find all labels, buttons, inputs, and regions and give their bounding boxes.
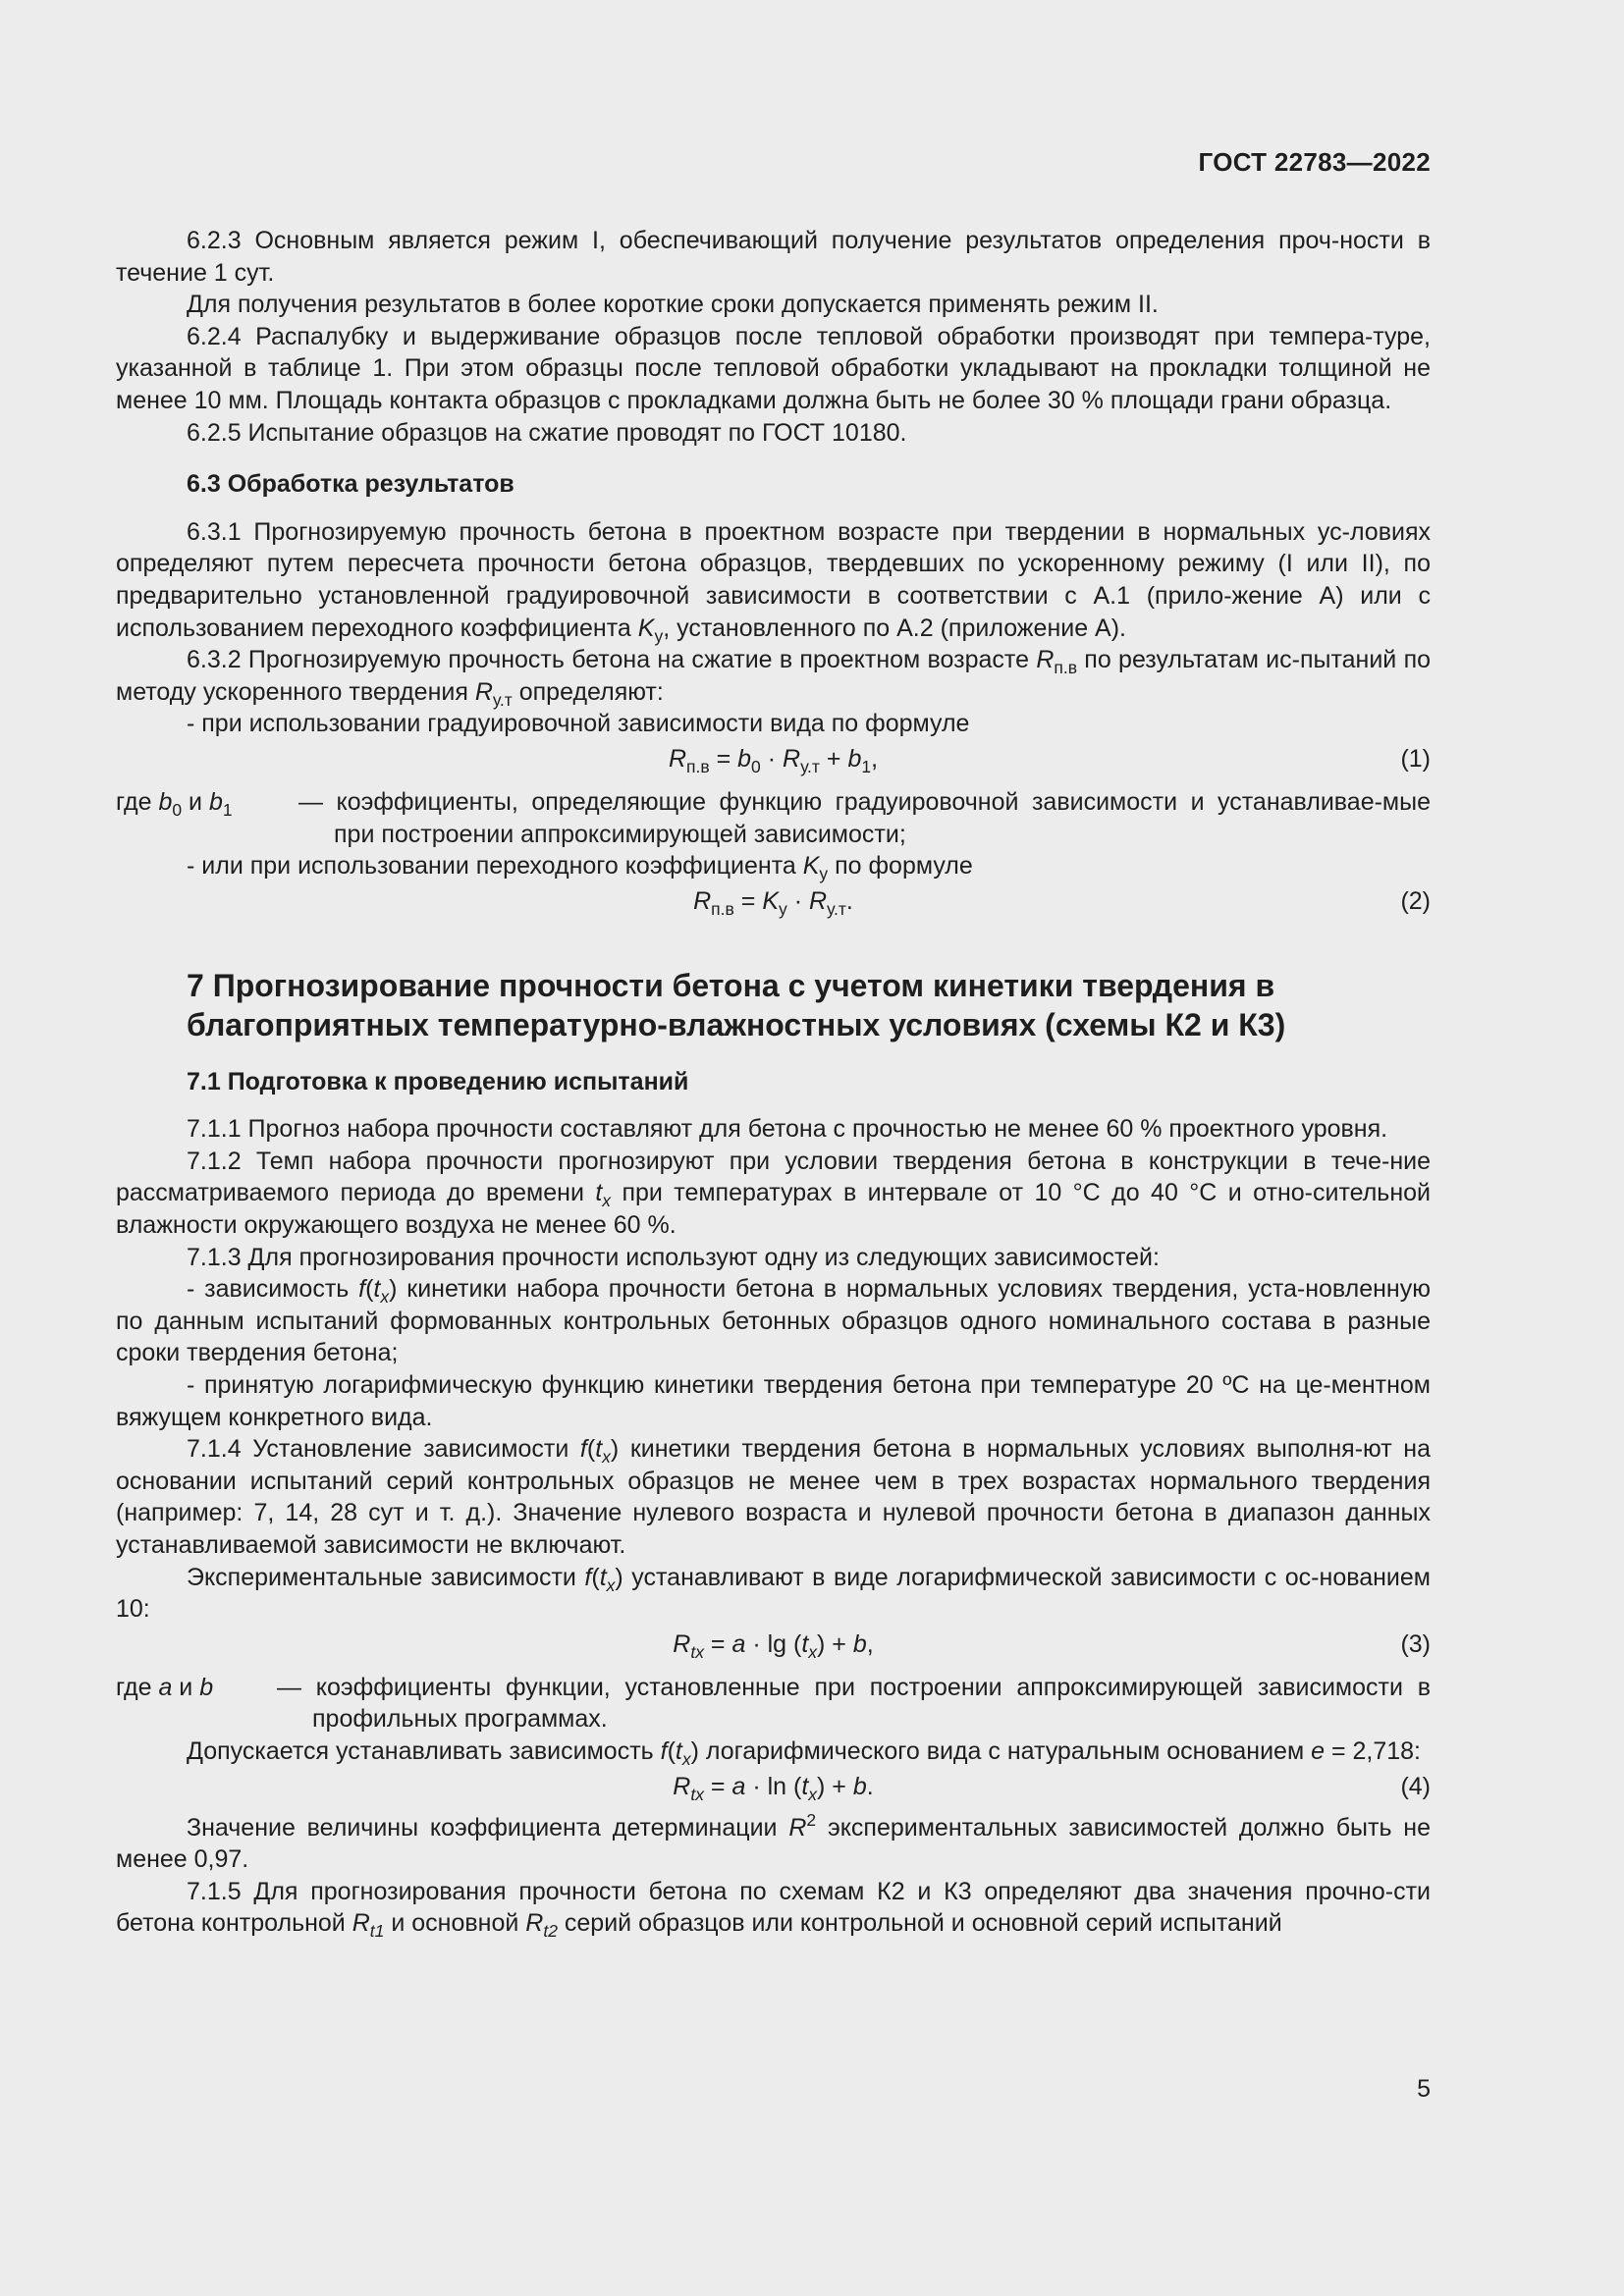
formula-4: $R_{tx} = a \cdot \ln (t_x) + b$. (4): [673, 1772, 1431, 1804]
formula-3: $R_{tx} = a \cdot \lg (t_x) + b$, (3): [673, 1629, 1431, 1662]
paragraph-7-1-3: 7.1.3 Для прогнозирования прочности используют одну из следующих зависимостей:: [187, 1243, 1160, 1271]
formula-3-number: (3): [1400, 1629, 1431, 1658]
page-content: [116, 225, 1431, 1940]
formula-2-number: (2): [1400, 886, 1431, 915]
paragraph-6-2-4: 6.2.4 Распалубку и выдерживание образцов после тепловой обработки производят при темпера-туре, указанной в таблице 1. При этом образцы после тепловой обработки укладывают на прокладки толщиной не менее 10 мм. Площадь контакта образцов с прокладками должна быть не более 30 % площади грани образца.: [116, 322, 1431, 414]
paragraph-7-1-4: 7.1.4 Установление зависимости $f(t_x)$ кинетики твердения бетона в нормальных условиях выполня-ют на основании испытаний серий контрольных образцов не менее чем в трех возрастах нормального твердения (например: 7, 14, 28 сут и т. д.). Значение нулевого возраста и нулевой прочности бетона в диапазон данных устанавливаемой зависимости не включают.: [116, 1435, 1432, 1559]
formula-1-number: (1): [1400, 744, 1431, 773]
paragraph-mode-ii: Для получения результатов в более короткие сроки допускается применять режим II.: [187, 291, 1159, 319]
list-item-dependence-1: - зависимость $f(t_x)$ кинетики набора прочности бетона в нормальных условиях твердения, уста-новленную по данным испытаний формованных контрольных бетонных образцов одного номинального состава в разные сроки твердения бетона;: [116, 1275, 1431, 1367]
where-clause-1: где $b_0$ и $b_1$ — коэффициенты, определяющие функцию градуировочной зависимости и устанавливае-мые при построении аппроксимирующей зависимости;: [116, 787, 1431, 848]
paragraph-6-3-2: 6.3.2 Прогнозируемую прочность бетона на сжатие в проектном возрасте $R_{п.в}$ по результатам ис-пытаний по методу ускоренного твердения $R_{у.т}$ определяют:: [116, 646, 1432, 710]
paragraph-6-3-1: 6.3.1 Прогнозируемую прочность бетона в проектном возрасте при твердении в нормальных ус-ловиях определяют путем пересчета прочности бетона образцов, твердевших по ускоренному режиму (I или II), по предварительно установленной градуировочной зависимости в соответствии с А.1 (прило-жение А) или с использованием переходного коэффициента $K_у$, установленного по А.2 (приложение А).: [116, 517, 1431, 646]
paragraph-6-2-5: 6.2.5 Испытание образцов на сжатие проводят по ГОСТ 10180.: [187, 418, 907, 447]
heading-6-3: 6.3 Обработка результатов: [187, 470, 514, 499]
heading-section-7: 7 Прогнозирование прочности бетона с учетом кинетики твердения в благоприятных температурно-влажностных условиях (схемы К2 и К3): [187, 967, 1286, 1042]
list-item-graduation: - при использовании градуировочной зависимости вида по формуле: [187, 710, 970, 738]
list-item-dependence-2: - принятую логарифмическую функцию кинетики твердения бетона при температуре 20 ºС на це-ментном вяжущем конкретного вида.: [116, 1371, 1431, 1431]
formula-4-number: (4): [1400, 1772, 1431, 1800]
where-clause-2: где a и b — коэффициенты функции, установленные при построении аппроксимирующей зависимости в профильных программах.: [116, 1673, 1431, 1734]
page-number: 5: [1417, 2075, 1431, 2103]
paragraph-7-1-2: 7.1.2 Темп набора прочности прогнозируют при условии твердения бетона в конструкции в тече-ние рассматриваемого периода до времени $t_x$ при температурах в интервале от 10 °С до 40 °С и отно-сительной влажности окружающего воздуха не менее 60 %.: [116, 1147, 1431, 1240]
formula-2: $R_{п.в} = K_у \cdot R_{у.т}$. (2): [693, 886, 1431, 919]
paragraph-7-1-1: 7.1.1 Прогноз набора прочности составляют для бетона с прочностью не менее 60 % проектного уровня.: [187, 1115, 1388, 1144]
heading-7-1: 7.1 Подготовка к проведению испытаний: [187, 1067, 689, 1095]
paragraph-natural-log: Допускается устанавливать зависимость $f(t_x)$ логарифмического вида с натуральным основанием е = 2,718:: [187, 1736, 1421, 1769]
paragraph-experimental: Экспериментальные зависимости $f(t_x)$ устанавливают в виде логарифмической зависимости с ос-нованием 10:: [116, 1563, 1431, 1624]
paragraph-6-2-3: 6.2.3 Основным является режим I, обеспечивающий получение результатов определения проч-ности в течение 1 сут.: [116, 227, 1431, 287]
paragraph-determination: Значение величины коэффициента детерминации $R^2$ экспериментальных зависимостей должно быть не менее 0,97.: [116, 1809, 1431, 1874]
list-item-coefficient: - или при использовании переходного коэффициента $K_у$ по формуле: [187, 852, 973, 884]
paragraph-7-1-5: 7.1.5 Для прогнозирования прочности бетона по схемам К2 и К3 определяют два значения прочно-сти бетона контрольной $R_{t1}$ и основной $R_{t2}$ серий образцов или контрольной и основной серий испытаний: [116, 1877, 1431, 1942]
formula-1: $R_{п.в} = b_0 \cdot R_{у.т} + b_1$, (1): [668, 744, 1431, 776]
document-header: ГОСТ 22783—2022: [1198, 147, 1431, 177]
